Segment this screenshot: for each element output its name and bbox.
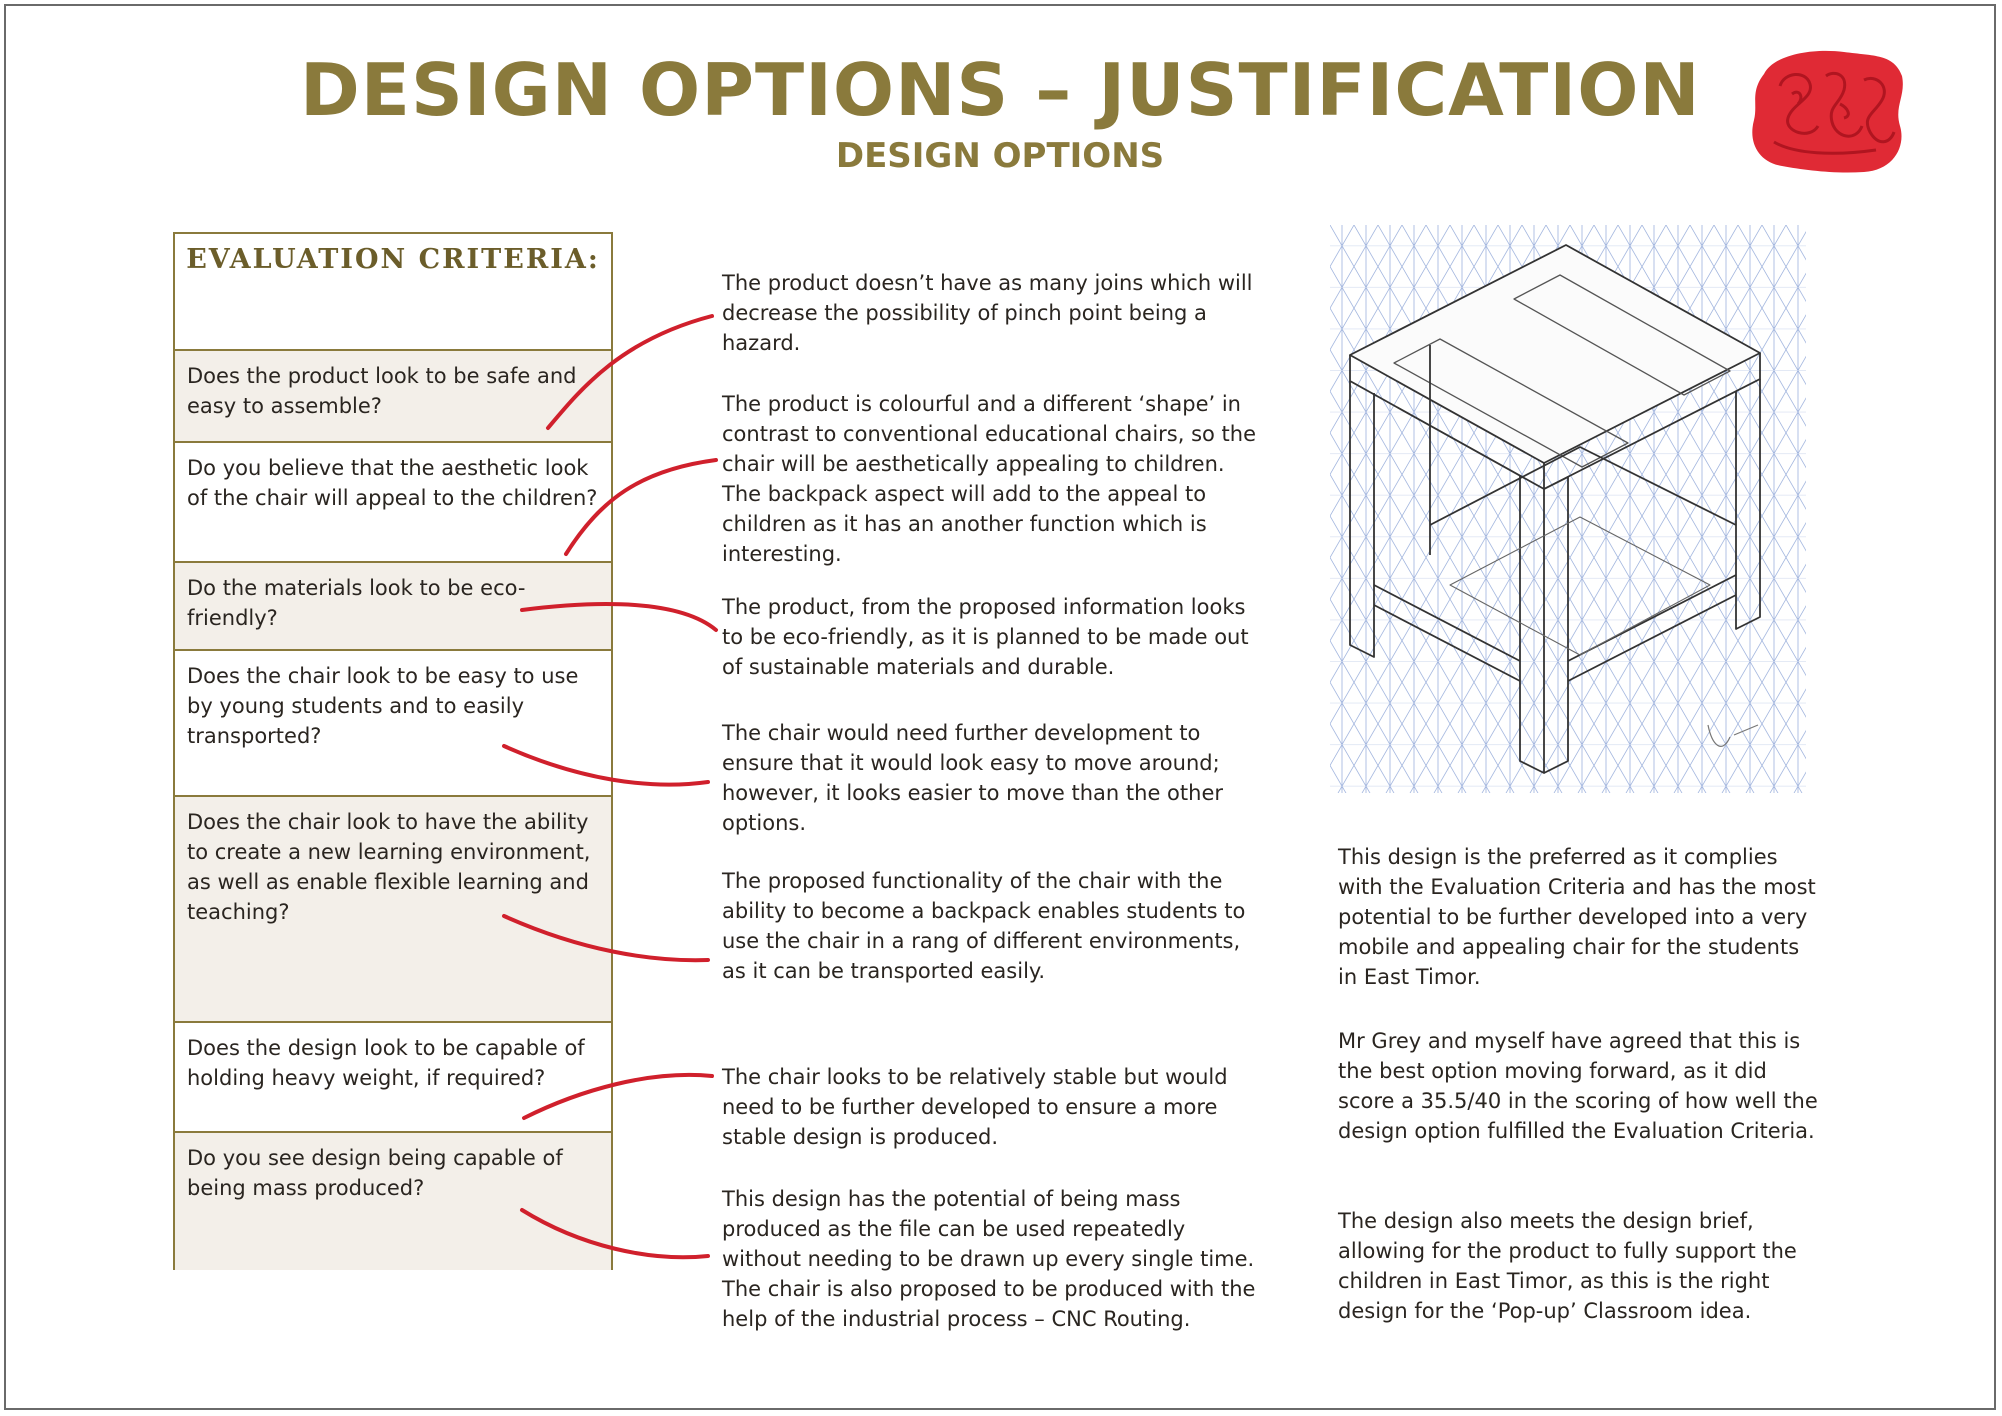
justification-paragraph: The chair would need further development to ensure that it would look easy to move around; however, it looks easier to move than the other options. <box>722 721 1223 835</box>
criteria-row: Do you believe that the aesthetic look of the chair will appeal to the children? <box>175 441 611 561</box>
chair-sketch-image <box>1330 225 1806 793</box>
justification-paragraph: The product is colourful and a different ‘shape’ in contrast to conventional educational chairs, so the chair will be aesthetically appealing to children. The backpack aspect will add to the appeal to children as it has an another function which is interesting. <box>722 392 1257 566</box>
justification-paragraph: The product doesn’t have as many joins which will decrease the possibility of pinch point being a hazard. <box>722 271 1253 355</box>
criteria-row: Does the chair look to have the ability to create a new learning environment, as well as enable flexible learning and teaching? <box>175 795 611 1021</box>
evaluation-criteria-table <box>173 232 613 1270</box>
conclusion-paragraph: Mr Grey and myself have agreed that this is the best option moving forward, as it did score a 35.5/40 in the scoring of how well the design option fulfilled the Evaluation Criteria. <box>1338 1029 1818 1143</box>
criteria-row: Does the product look to be safe and easy to assemble? <box>175 349 611 441</box>
justification-paragraph: This design has the potential of being mass produced as the file can be used repeatedly without needing to be drawn up every single time. The chair is also proposed to be produced with the help of the industrial process – CNC Routing. <box>722 1187 1256 1331</box>
criteria-row: Does the design look to be capable of holding heavy weight, if required? <box>175 1021 611 1131</box>
red-seal-logo <box>1744 46 1908 176</box>
justification-paragraph: The proposed functionality of the chair with the ability to become a backpack enables students to use the chair in a rang of different environments, as it can be transported easily. <box>722 869 1246 983</box>
justification-paragraph: The product, from the proposed information looks to be eco-friendly, as it is planned to be made out of sustainable materials and durable. <box>722 595 1249 679</box>
conclusion-paragraph: This design is the preferred as it complies with the Evaluation Criteria and has the most potential to be further developed into a very mobile and appealing chair for the students in East Timor. <box>1338 845 1816 989</box>
conclusion-paragraph: The design also meets the design brief, allowing for the product to fully support the children in East Timor, as this is the right design for the ‘Pop-up’ Classroom idea. <box>1338 1209 1797 1323</box>
criteria-row: Do you see design being capable of being mass produced? <box>175 1131 611 1270</box>
criteria-row: Do the materials look to be eco-friendly? <box>175 561 611 649</box>
criteria-heading: EVALUATION CRITERIA: <box>186 244 600 275</box>
criteria-row: Does the chair look to be easy to use by young students and to easily transported? <box>175 649 611 795</box>
page-subtitle: DESIGN OPTIONS <box>835 136 1165 176</box>
justification-paragraph: The chair looks to be relatively stable but would need to be further developed to ensure a more stable design is produced. <box>722 1065 1228 1149</box>
page-title: DESIGN OPTIONS – JUSTIFICATION <box>300 48 1701 132</box>
